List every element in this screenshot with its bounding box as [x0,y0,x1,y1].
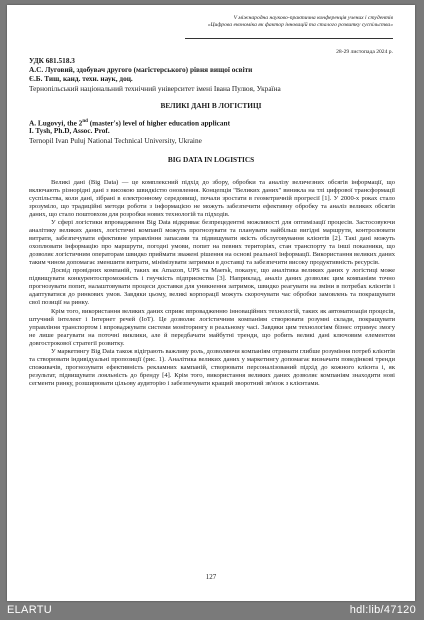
body-text [29,179,395,388]
udc-code: УДК 681.518.3 [29,56,75,65]
page-number: 127 [205,573,217,581]
paragraph: Крім того, використання великих даних сприяє впровадженню інноваційних технологій, таких як автоматизація процесів, штучний інтелект і Інтернет речей (IoT). Це дозволяє логістичним компаніям створювати розумні склади, покращувати управління транспортом і впроваджувати системи моніторингу в реальному часі. Завдяки цим технологіям бізнес отримує змогу не лише реагувати на поточні виклики, але й передбачати майбутні тренди, що робить великі дані ключовим елементом довгострокової стратегії розвитку. [29,307,395,347]
paragraph: У маркетингу Big Data також відіграють важливу роль, дозволяючи компаніям отримати глибше розуміння потреб клієнтів та створювати індивідуальні пропозиції (рис. 1). Аналітика великих даних у маркетингу допомагає визначати поведінкові тренди споживачів, прогнозувати ефективність рекламних кампаній, створювати персоналізований підхід до кожного клієнта і, як результат, підвищувати лояльність до бренду [4]. Крім того, використання великих даних дозволяє компаніям знаходити нові сегменти ринку, розширювати цільову аудиторію і забезпечувати кращий зворотний зв'язок з клієнтами. [29,347,395,387]
author2-en: I. Tysh, Ph.D, Assoc. Prof. [29,126,110,135]
conference-subtitle: «Цифрова економіка як фактор інновацій та сталого розвитку суспільства» [207,22,393,28]
handle-id: hdl:lib/47120 [349,604,416,616]
paragraph: Великі дані (Big Data) — це комплексний підхід до збору, обробки та аналізу величезних обсягів інформації, що включають різнорідні дані з високою швидкістю оновлення. Концепція "Великих даних" виникла на тлі цифрової трансформації суспільства, коли дані, зібрані в електронному середовищі, почали зростати в геометричній прогресії [1]. У 2000-х роках стало зрозуміло, що традиційні методи роботи з інформацією не можуть забезпечити ефективну обробку та аналіз великих обсягів даних, що стало поштовхом для розробки нових технологій та підходів. [29,179,395,219]
author1-en: A. Lugovyi, the 2nd (master's) level of higher education applicant [29,118,231,128]
title-en: BIG DATA IN LOGISTICS [167,155,255,164]
repository-label: ELARTU [7,604,52,616]
affiliation-en: Ternopil Ivan Puluj National Technical University, Ukraine [29,136,202,145]
affiliation-ua: Тернопільський національний технічний університет імені Івана Пулюя, Україна [29,84,281,93]
document-page [7,5,415,601]
header-rule [185,38,393,39]
author2-ua: Є.Б. Тиш, канд. техн. наук, доц. [29,74,133,83]
conference-date: 28-29 листопада 2024 р. [336,49,393,55]
author1-ua: А.С. Луговий, здобувач другого (магістерського) рівня вищої освіти [29,65,253,74]
conference-header [93,15,393,29]
paragraph: Досвід провідних компаній, таких як Amazon, UPS та Maersk, показує, що аналітика великих даних у логістиці може підвищувати конкурентоспроможність і гнучкість підприємства [3]. Наприклад, аналіз даних дозволяє цим компаніям точно прогнозувати попит, налаштовувати процеси доставки для уникнення затримок, швидко реагувати на зміни в потребах клієнтів і адаптуватися до ринкових умов. Завдяки цьому, великі корпорації можуть скорочувати час обробки замовлень та покращувати свої позиції на ринку. [29,267,395,307]
paragraph: У сфері логістики впровадження Big Data відкриває безпрецедентні можливості для оптимізації процесів. Застосовуючи аналітику великих даних, логістичні компанії можуть прогнозувати та планувати найбільш вигідні маршрути, контролювати витрати, забезпечувати ефективне управління запасами та підвищувати якість обслуговування клієнтів [2]. Такі дані можуть охоплювати інформацію про маршрути, погодні умови, попит на певних територіях, стан транспорту та інші показники, що дозволяє логістичним операторам швидко приймати зважені рішення на основі реальної інформації. Використання великих даних таким чином допомагає зменшити витрати, мінімізувати затримки в доставці та забезпечити високу продуктивність ресурсів. [29,219,395,267]
conference-title: V міжнародна науково-практична конференція учених і студентів [233,15,393,21]
title-ua: ВЕЛИКІ ДАНІ В ЛОГІСТИЦІ [160,101,262,110]
